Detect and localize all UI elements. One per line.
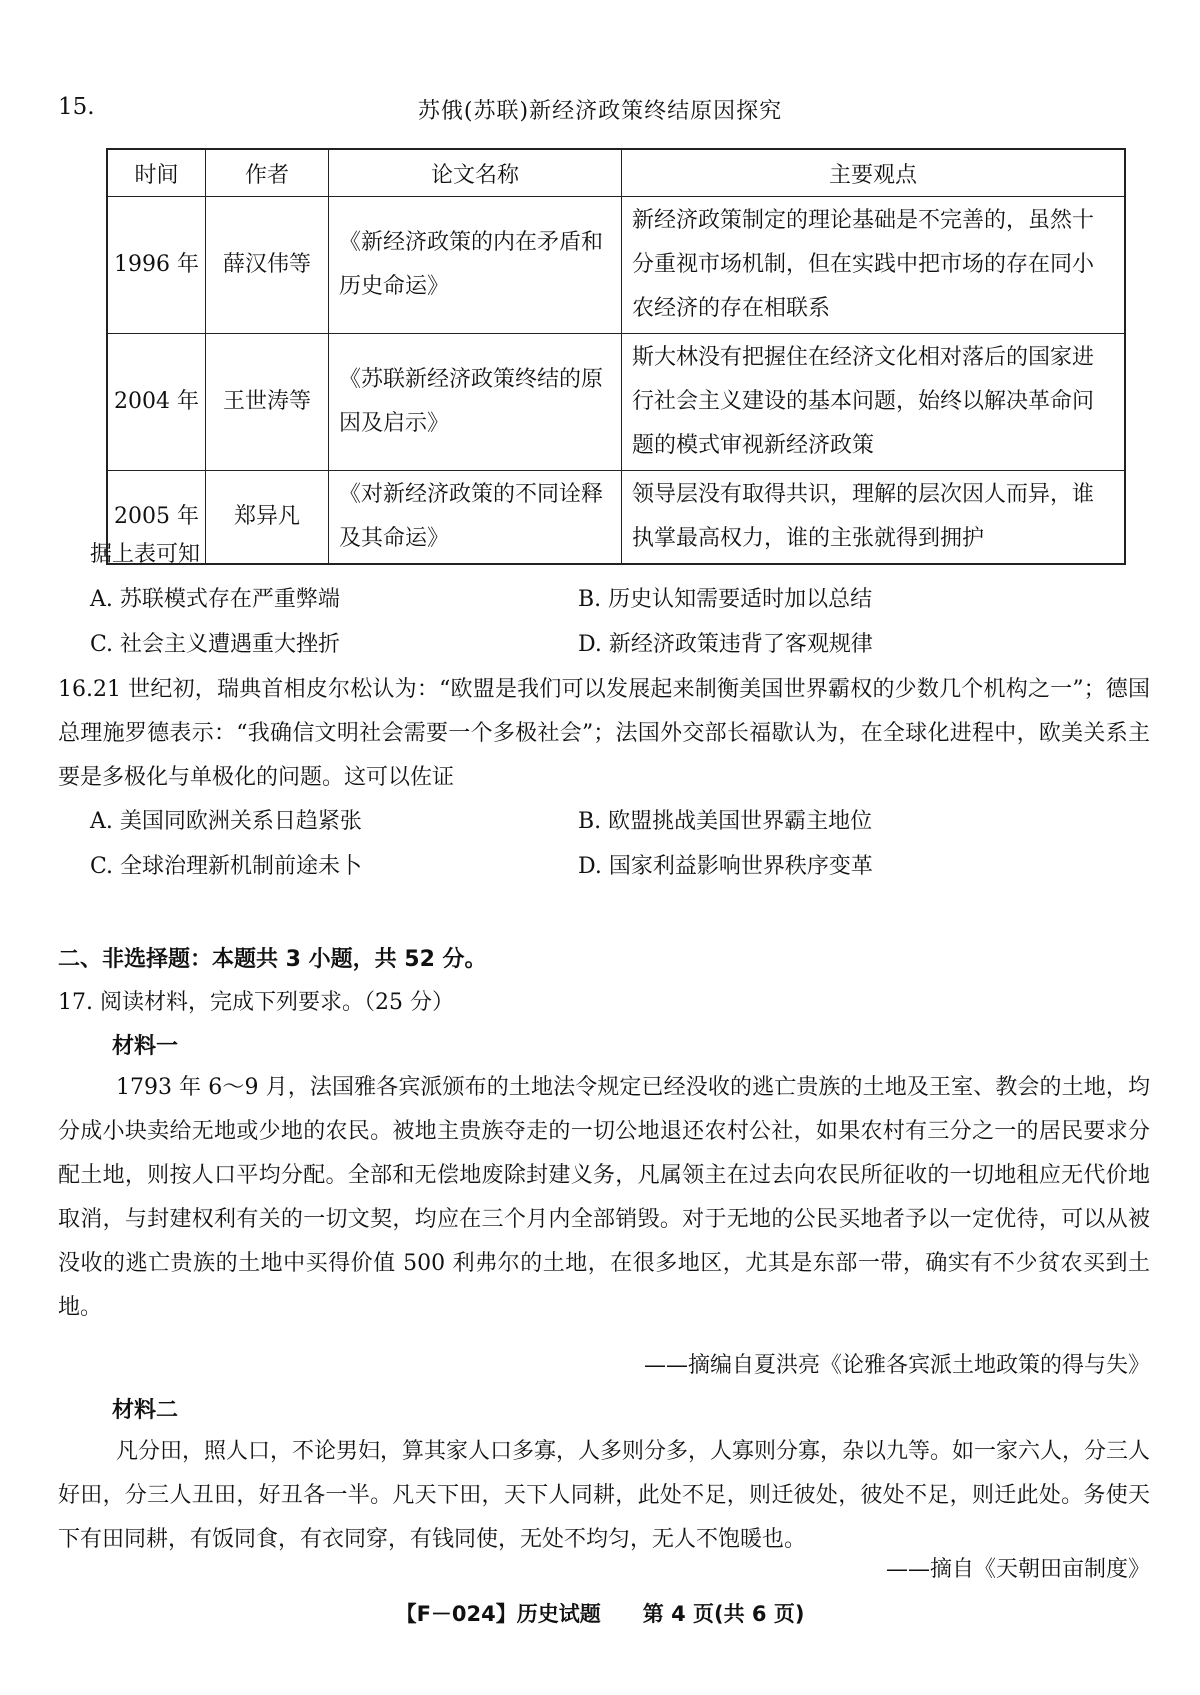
material-2-source: ——摘自《天朝田亩制度》	[885, 1557, 1150, 1582]
material-1-source: ——摘编自夏洪亮《论雅各宾派土地政策的得与失》	[643, 1353, 1150, 1378]
q15-option-d[interactable]: D. 新经济政策违背了客观规律	[578, 632, 873, 657]
question-15-table	[106, 148, 1126, 565]
material-2-label: 材料二	[112, 1398, 179, 1423]
question-17-intro: 17. 阅读材料，完成下列要求。（25 分）	[58, 990, 454, 1015]
section-2-heading: 二、非选择题：本题共 3 小题，共 52 分。	[58, 947, 487, 972]
q16-option-c[interactable]: C. 全球治理新机制前途未卜	[90, 854, 363, 879]
cell-time: 2004 年	[107, 334, 206, 471]
q16-option-a[interactable]: A. 美国同欧洲关系日趋紧张	[90, 809, 362, 834]
material-2-text: 凡分田，照人口，不论男妇，算其家人口多寡，人多则分多，人寡则分寡，杂以九等。如一家六人，分三人好田，分三人丑田，好丑各一半。凡天下田，天下人同耕，此处不足，则迁彼处，彼处不足，则迁此处。务使天下有田同耕，有饭同食，有衣同穿，有钱同使，无处不均匀，无人不饱暖也。	[58, 1439, 1151, 1552]
table-row	[107, 471, 1125, 565]
question-16-text: 16.21 世纪初，瑞典首相皮尔松认为：“欧盟是我们可以发展起来制衡美国世界霸权的少数几个机构之一”；德国总理施罗德表示：“我确信文明社会需要一个多极社会”；法国外交部长福歇认为，在全球化进程中，欧美关系主要是多极化与单极化的问题。这可以佐证	[58, 677, 1150, 790]
question-15-number: 15.	[58, 94, 95, 120]
q16-option-b[interactable]: B. 欧盟挑战美国世界霸主地位	[578, 809, 873, 834]
cell-view: 领导层没有取得共识，理解的层次因人而异，谁执掌最高权力，谁的主张就得到拥护	[622, 471, 1126, 565]
cell-paper: 《苏联新经济政策终结的原因及启示》	[329, 334, 622, 471]
q15-option-b[interactable]: B. 历史认知需要适时加以总结	[578, 587, 873, 612]
cell-author: 郑异凡	[206, 471, 329, 565]
cell-paper: 《对新经济政策的不同诠释及其命运》	[329, 471, 622, 565]
q15-option-a[interactable]: A. 苏联模式存在严重弊端	[90, 587, 340, 612]
q15-option-c[interactable]: C. 社会主义遭遇重大挫折	[90, 632, 341, 657]
question-15-title: 苏俄(苏联)新经济政策终结原因探究	[417, 99, 783, 124]
table-row	[107, 197, 1125, 334]
material-1-text: 1793 年 6～9 月，法国雅各宾派颁布的土地法令规定已经没收的逃亡贵族的土地及王室、教会的土地，均分成小块卖给无地或少地的农民。被地主贵族夺走的一切公地退还农村公社，如果农村有三分之一的居民要求分配土地，则按人口平均分配。全部和无偿地废除封建义务，凡属领主在过去向农民所征收的一切地租应无代价地取消，与封建权利有关的一切文契，均应在三个月内全部销毁。对于无地的公民买地者予以一定优待，可以从被没收的逃亡贵族的土地中买得价值 500 利弗尔的土地，在很多地区，尤其是东部一带，确实有不少贫农买到土地。	[58, 1075, 1150, 1320]
page-footer: 【F－024】历史试题 第 4 页(共 6 页)	[395, 1602, 805, 1626]
header-author: 作者	[206, 149, 329, 197]
cell-author: 王世涛等	[206, 334, 329, 471]
cell-view: 新经济政策制定的理论基础是不完善的，虽然十分重视市场机制，但在实践中把市场的存在同小农经济的存在相联系	[622, 197, 1126, 334]
cell-view: 斯大林没有把握住在经济文化相对落后的国家进行社会主义建设的基本问题，始终以解决革命问题的模式审视新经济政策	[622, 334, 1126, 471]
table-header-row	[107, 149, 1125, 197]
header-paper: 论文名称	[329, 149, 622, 197]
material-1-label: 材料一	[112, 1034, 179, 1059]
q16-option-d[interactable]: D. 国家利益影响世界秩序变革	[578, 854, 873, 879]
cell-time: 2005 年	[107, 471, 206, 565]
question-15-stem: 据上表可知	[90, 542, 201, 567]
header-time: 时间	[107, 149, 206, 197]
cell-time: 1996 年	[107, 197, 206, 334]
cell-author: 薛汉伟等	[206, 197, 329, 334]
cell-paper: 《新经济政策的内在矛盾和历史命运》	[329, 197, 622, 334]
header-view: 主要观点	[622, 149, 1126, 197]
table-row	[107, 334, 1125, 471]
